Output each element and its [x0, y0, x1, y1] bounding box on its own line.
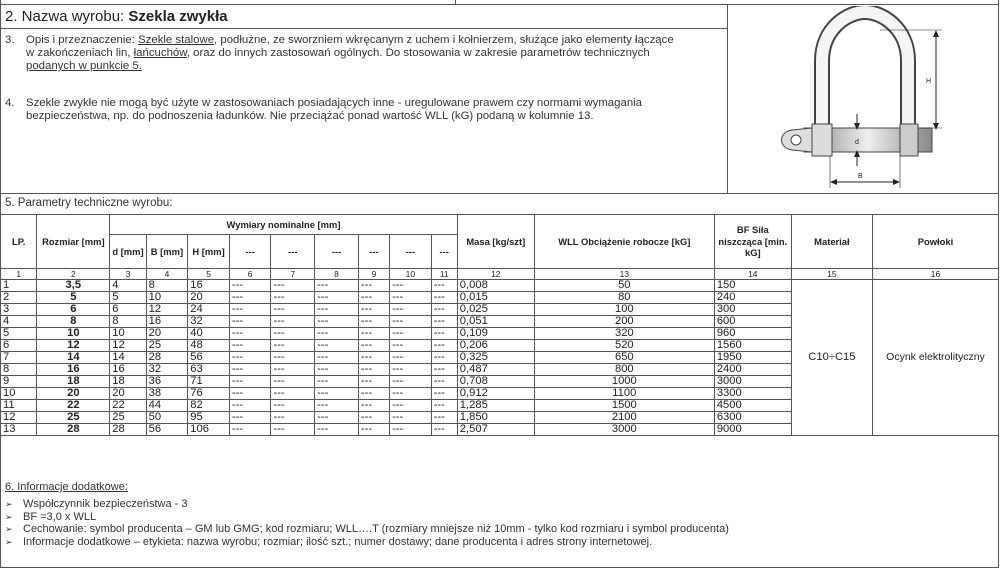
section4-line2: bezpieczeństwa, np. do podnoszenia ładunków. Nie przeciążać ponad wartość WLL (kG) podaną w kolumnie 13. — [26, 110, 594, 122]
cell-dash: --- — [315, 280, 359, 292]
cell-dash: --- — [390, 376, 432, 388]
shackle-diagram — [760, 6, 950, 192]
cell-masa: 0,206 — [457, 340, 534, 352]
cell-dash: --- — [431, 304, 457, 316]
cell-dash: --- — [390, 388, 432, 400]
cell-rozmiar: 22 — [37, 400, 110, 412]
cell-dash: --- — [390, 316, 432, 328]
header-powloki: Powłoki — [872, 215, 998, 269]
cell-dash: --- — [431, 364, 457, 376]
cell-rozmiar: 25 — [37, 412, 110, 424]
cell-dash: --- — [271, 304, 315, 316]
cell-dash: --- — [431, 328, 457, 340]
cell-b: 36 — [146, 376, 188, 388]
cell-h: 32 — [188, 316, 230, 328]
cell-dash: --- — [390, 400, 432, 412]
cell-h: 95 — [188, 412, 230, 424]
header-wll: WLL Obciążenie robocze [kG] — [534, 215, 714, 269]
cell-dash: --- — [271, 364, 315, 376]
cell-b: 50 — [146, 412, 188, 424]
section6-title — [5, 481, 128, 494]
column-index-row — [1, 269, 999, 280]
header-d: d [mm] — [110, 235, 146, 269]
section3-line2 — [26, 47, 722, 60]
header-dash: --- — [358, 235, 389, 269]
cell-masa: 0,487 — [457, 364, 534, 376]
cell-rozmiar: 18 — [37, 376, 110, 388]
cell-dash: --- — [390, 352, 432, 364]
cell-dash: --- — [358, 328, 389, 340]
cell-dash: --- — [229, 304, 271, 316]
cell-bf: 960 — [714, 328, 791, 340]
section3-line1-post: , podłużne, ze sworzniem wkręcanym z uchem i kołnierzem, służące jako elementy łączące — [214, 34, 674, 46]
cell-dash: --- — [358, 292, 389, 304]
cell-dash: --- — [431, 412, 457, 424]
cell-dash: --- — [229, 412, 271, 424]
header-h: H [mm] — [188, 235, 230, 269]
column-index-1: 1 — [1, 269, 37, 280]
cell-dash: --- — [315, 292, 359, 304]
section3-line1-pre: Opis i przeznaczenie: — [26, 34, 139, 46]
column-index-13: 13 — [534, 269, 714, 280]
cell-masa: 0,008 — [457, 280, 534, 292]
cell-dash: --- — [390, 364, 432, 376]
cell-dash: --- — [358, 340, 389, 352]
cell-wll: 3000 — [534, 424, 714, 436]
cell-rozmiar: 8 — [37, 316, 110, 328]
cell-dash: --- — [358, 316, 389, 328]
cell-bf: 2400 — [714, 364, 791, 376]
cell-dash: --- — [271, 388, 315, 400]
divider-diagram — [727, 4, 728, 194]
cell-dash: --- — [390, 340, 432, 352]
cell-lp: 5 — [1, 328, 37, 340]
cell-d: 20 — [110, 388, 146, 400]
cell-bf: 300 — [714, 304, 791, 316]
cell-dash: --- — [358, 400, 389, 412]
cell-dash: --- — [390, 304, 432, 316]
cell-lp: 13 — [1, 424, 37, 436]
column-index-16: 16 — [872, 269, 998, 280]
cell-dash: --- — [229, 400, 271, 412]
cell-dash: --- — [358, 280, 389, 292]
section3-line3: podanych w punkcie 5. — [26, 60, 142, 72]
cell-wll: 2100 — [534, 412, 714, 424]
column-index-2: 2 — [37, 269, 110, 280]
cell-d: 16 — [110, 364, 146, 376]
column-index-11: 11 — [431, 269, 457, 280]
cell-dash: --- — [431, 352, 457, 364]
label-d: d — [855, 139, 859, 146]
section3-number: 3. — [5, 34, 15, 46]
header-dash: --- — [229, 235, 271, 269]
header-rozmiar: Rozmiar [mm] — [37, 215, 110, 269]
cell-dash: --- — [271, 352, 315, 364]
section3-description — [26, 34, 722, 73]
label-b: B — [858, 173, 863, 180]
cell-masa: 1,285 — [457, 400, 534, 412]
arrow-bullet-icon: ➢ — [5, 524, 13, 534]
product-name: Szekla zwykła — [128, 8, 228, 25]
cell-dash: --- — [431, 376, 457, 388]
cell-rozmiar: 10 — [37, 328, 110, 340]
info-list-item — [5, 536, 729, 549]
cell-rozmiar: 12 — [37, 340, 110, 352]
cell-lp: 7 — [1, 352, 37, 364]
cell-dash: --- — [390, 424, 432, 436]
cell-dash: --- — [390, 328, 432, 340]
cell-wll: 520 — [534, 340, 714, 352]
cell-dash: --- — [390, 292, 432, 304]
cell-masa: 2,507 — [457, 424, 534, 436]
cell-rozmiar: 16 — [37, 364, 110, 376]
divider-title — [0, 28, 727, 29]
column-index-14: 14 — [714, 269, 791, 280]
cell-dash: --- — [229, 352, 271, 364]
cell-dash: --- — [229, 316, 271, 328]
cell-d: 4 — [110, 280, 146, 292]
cell-lp: 4 — [1, 316, 37, 328]
table-body — [1, 280, 999, 436]
cell-masa: 0,015 — [457, 292, 534, 304]
column-index-9: 9 — [358, 269, 389, 280]
cell-dash: --- — [271, 376, 315, 388]
cell-dash: --- — [315, 424, 359, 436]
section5-title: 5. Parametry techniczne wyrobu: — [5, 197, 173, 209]
cell-dash: --- — [315, 304, 359, 316]
cell-dash: --- — [358, 376, 389, 388]
column-index-3: 3 — [110, 269, 146, 280]
cell-lp: 2 — [1, 292, 37, 304]
cell-dash: --- — [431, 388, 457, 400]
column-index-15: 15 — [791, 269, 872, 280]
section4-line1: Szekle zwykłe nie mogą być użyte w zastosowaniach posiadających inne - uregulowane prawem czy normami wymagania — [26, 97, 643, 109]
cell-dash: --- — [358, 412, 389, 424]
cell-lp: 1 — [1, 280, 37, 292]
cell-masa: 0,708 — [457, 376, 534, 388]
cell-masa: 0,325 — [457, 352, 534, 364]
cell-masa: 0,912 — [457, 388, 534, 400]
cell-dash: --- — [229, 292, 271, 304]
cell-b: 56 — [146, 424, 188, 436]
cell-dash: --- — [315, 316, 359, 328]
cell-b: 20 — [146, 328, 188, 340]
section3-line2-post: , oraz do innych zastosowań ogólnych. Do stosowania w zakresie parametrów technicznych — [186, 47, 650, 59]
cell-lp: 6 — [1, 340, 37, 352]
cell-bf: 150 — [714, 280, 791, 292]
cell-masa: 0,051 — [457, 316, 534, 328]
cell-rozmiar: 3,5 — [37, 280, 110, 292]
cell-dash: --- — [271, 412, 315, 424]
header-bf: BF Siła niszcząca [min. kG] — [714, 215, 791, 269]
header-lp: LP. — [1, 215, 37, 269]
header-material: Materiał — [791, 215, 872, 269]
cell-dash: --- — [315, 376, 359, 388]
cell-d: 6 — [110, 304, 146, 316]
cell-bf: 3000 — [714, 376, 791, 388]
cell-wll: 200 — [534, 316, 714, 328]
cell-dash: --- — [229, 364, 271, 376]
header-dash: --- — [431, 235, 457, 269]
cell-dash: --- — [431, 340, 457, 352]
cell-wll: 50 — [534, 280, 714, 292]
cell-dash: --- — [358, 304, 389, 316]
cell-dash: --- — [271, 316, 315, 328]
cell-rozmiar: 6 — [37, 304, 110, 316]
border-bottom — [0, 567, 999, 568]
cell-dash: --- — [229, 280, 271, 292]
cell-rozmiar: 14 — [37, 352, 110, 364]
cell-d: 5 — [110, 292, 146, 304]
column-index-12: 12 — [457, 269, 534, 280]
cell-dash: --- — [390, 280, 432, 292]
section3-line1 — [26, 34, 722, 47]
cell-d: 12 — [110, 340, 146, 352]
section6-title-text: 6. Informacje dodatkowe: — [5, 481, 128, 493]
cell-h: 106 — [188, 424, 230, 436]
label-h: H — [926, 78, 932, 85]
cell-dash: --- — [271, 340, 315, 352]
cell-h: 20 — [188, 292, 230, 304]
cell-dash: --- — [315, 388, 359, 400]
cell-b: 8 — [146, 280, 188, 292]
header-wymiary: Wymiary nominalne [mm] — [110, 215, 458, 235]
cell-wll: 1500 — [534, 400, 714, 412]
column-index-7: 7 — [271, 269, 315, 280]
arrow-bullet-icon: ➢ — [5, 536, 13, 547]
cell-bf: 3300 — [714, 388, 791, 400]
product-name-prefix: 2. Nazwa wyrobu: — [5, 8, 129, 25]
section4-description — [26, 97, 722, 123]
cell-dash: --- — [271, 424, 315, 436]
arrow-bullet-icon: ➢ — [5, 499, 13, 509]
border-top — [0, 4, 999, 5]
cell-bf: 1950 — [714, 352, 791, 364]
cell-wll: 1000 — [534, 376, 714, 388]
cell-lp: 12 — [1, 412, 37, 424]
info-list-item — [5, 523, 729, 536]
column-index-10: 10 — [390, 269, 432, 280]
cell-dash: --- — [271, 400, 315, 412]
cell-dash: --- — [431, 280, 457, 292]
cell-h: 56 — [188, 352, 230, 364]
cell-dash: --- — [315, 412, 359, 424]
cell-masa: 0,025 — [457, 304, 534, 316]
cell-wll: 1100 — [534, 388, 714, 400]
column-index-5: 5 — [188, 269, 230, 280]
cell-bf: 4500 — [714, 400, 791, 412]
cell-masa: 0,109 — [457, 328, 534, 340]
section3-link-szekle: Szekle stalowe — [138, 34, 215, 46]
cell-dash: --- — [358, 388, 389, 400]
cell-dash: --- — [315, 364, 359, 376]
section6-list — [5, 498, 729, 548]
cell-dash: --- — [229, 424, 271, 436]
info-list-text: Informacje dodatkowe – etykieta: nazwa wyrobu; rozmiar; ilość szt.; numer dostawy; dane producenta i adres strony internetowej. — [23, 535, 653, 548]
cell-b: 16 — [146, 316, 188, 328]
cell-b: 12 — [146, 304, 188, 316]
cell-dash: --- — [271, 280, 315, 292]
cell-d: 28 — [110, 424, 146, 436]
cell-wll: 100 — [534, 304, 714, 316]
cell-powloka: Ocynk elektrolityczny — [872, 280, 998, 436]
cell-h: 48 — [188, 340, 230, 352]
cell-dash: --- — [315, 400, 359, 412]
cell-dash: --- — [229, 340, 271, 352]
cell-lp: 8 — [1, 364, 37, 376]
cell-bf: 240 — [714, 292, 791, 304]
cell-dash: --- — [431, 292, 457, 304]
cell-dash: --- — [431, 316, 457, 328]
table-row — [1, 280, 999, 292]
cell-lp: 9 — [1, 376, 37, 388]
cell-dash: --- — [229, 328, 271, 340]
cell-masa: 1,850 — [457, 412, 534, 424]
cell-h: 40 — [188, 328, 230, 340]
cell-dash: --- — [229, 376, 271, 388]
cell-bf: 6300 — [714, 412, 791, 424]
cell-h: 63 — [188, 364, 230, 376]
section4-number: 4. — [5, 97, 15, 109]
cell-rozmiar: 5 — [37, 292, 110, 304]
cell-d: 14 — [110, 352, 146, 364]
header-dash: --- — [315, 235, 359, 269]
header-masa: Masa [kg/szt] — [457, 215, 534, 269]
cell-dash: --- — [390, 412, 432, 424]
cell-b: 25 — [146, 340, 188, 352]
cell-bf: 9000 — [714, 424, 791, 436]
cell-material: C10÷C15 — [791, 280, 872, 436]
cell-dash: --- — [358, 364, 389, 376]
cell-d: 25 — [110, 412, 146, 424]
info-list-text: Cechowanie: symbol producenta – GM lub GMG; kod rozmiaru; WLL….T (rozmiary mniejsze niż 10mm - tylko kod rozmiaru i symbol producenta) — [23, 523, 729, 535]
cell-bf: 600 — [714, 316, 791, 328]
cell-wll: 320 — [534, 328, 714, 340]
cell-d: 22 — [110, 400, 146, 412]
cell-dash: --- — [431, 424, 457, 436]
cell-h: 24 — [188, 304, 230, 316]
cell-b: 38 — [146, 388, 188, 400]
cell-b: 10 — [146, 292, 188, 304]
cell-rozmiar: 28 — [37, 424, 110, 436]
column-index-6: 6 — [229, 269, 271, 280]
info-list-text: Współczynnik bezpieczeństwa - 3 — [23, 498, 188, 510]
cell-dash: --- — [271, 328, 315, 340]
cell-wll: 80 — [534, 292, 714, 304]
header-b: B [mm] — [146, 235, 188, 269]
cell-dash: --- — [315, 352, 359, 364]
section3-line2-pre: w zakończeniach lin, — [26, 47, 134, 59]
cell-dash: --- — [358, 352, 389, 364]
cell-dash: --- — [315, 340, 359, 352]
arrow-bullet-icon: ➢ — [5, 511, 13, 522]
product-name-heading — [5, 8, 228, 25]
column-index-8: 8 — [315, 269, 359, 280]
cell-b: 32 — [146, 364, 188, 376]
info-list-item — [5, 498, 729, 511]
cell-lp: 3 — [1, 304, 37, 316]
cell-dash: --- — [229, 388, 271, 400]
column-index-4: 4 — [146, 269, 188, 280]
cell-dash: --- — [431, 400, 457, 412]
info-list-text: BF =3,0 x WLL — [23, 510, 97, 523]
cell-dash: --- — [315, 328, 359, 340]
cell-wll: 650 — [534, 352, 714, 364]
cell-b: 28 — [146, 352, 188, 364]
cell-d: 8 — [110, 316, 146, 328]
cell-h: 82 — [188, 400, 230, 412]
cell-dash: --- — [358, 424, 389, 436]
cell-wll: 800 — [534, 364, 714, 376]
cell-h: 71 — [188, 376, 230, 388]
cell-lp: 10 — [1, 388, 37, 400]
parameters-table — [0, 214, 999, 436]
header-dash: --- — [390, 235, 432, 269]
cell-d: 10 — [110, 328, 146, 340]
cell-rozmiar: 20 — [37, 388, 110, 400]
cell-h: 16 — [188, 280, 230, 292]
section3-link-lancuchow: łańcuchów — [133, 47, 187, 59]
info-list-item — [5, 511, 729, 524]
cell-bf: 1560 — [714, 340, 791, 352]
cell-b: 44 — [146, 400, 188, 412]
cell-h: 76 — [188, 388, 230, 400]
cell-dash: --- — [271, 292, 315, 304]
divider-section5 — [0, 193, 999, 194]
cell-lp: 11 — [1, 400, 37, 412]
header-dash: --- — [271, 235, 315, 269]
cell-d: 18 — [110, 376, 146, 388]
